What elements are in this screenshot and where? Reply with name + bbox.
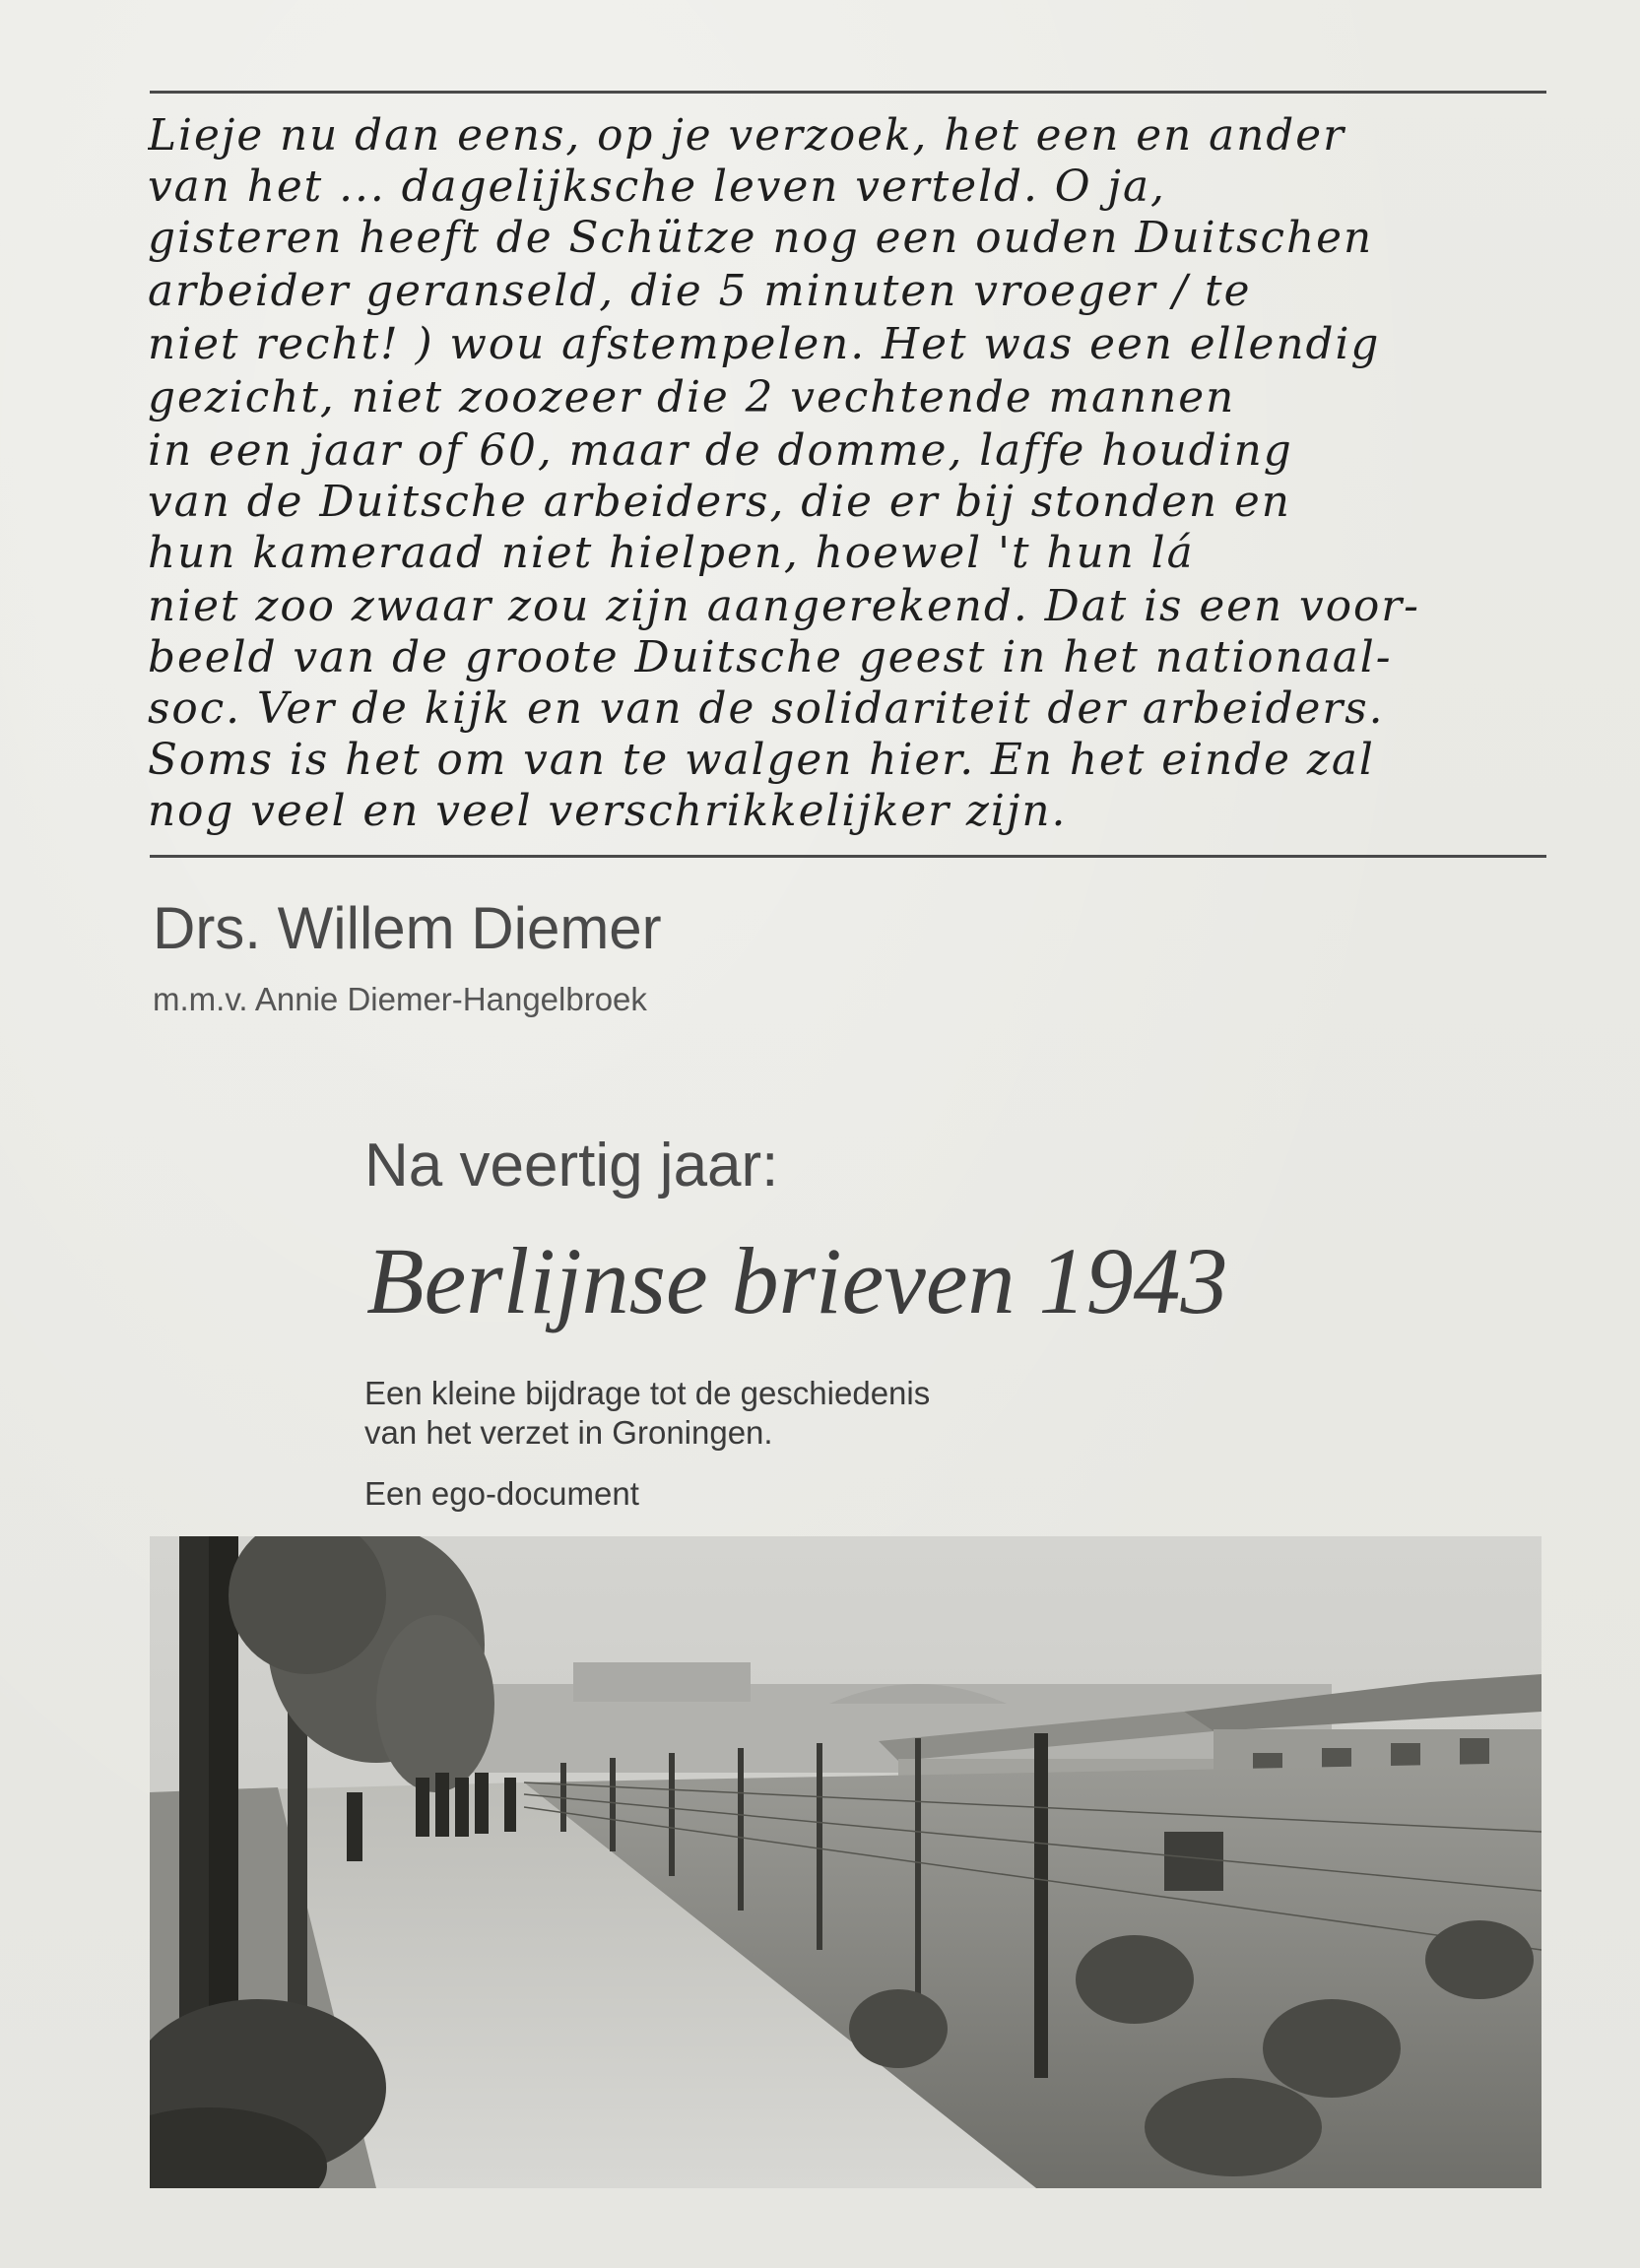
letter-line: beeld van de groote Duitsche geest in het nationaal- <box>148 632 1393 682</box>
coauthor-name: m.m.v. Annie Diemer-Hangelbroek <box>153 981 647 1017</box>
book-title: Berlijnse brieven 1943 <box>366 1228 1228 1333</box>
letter-line: nog veel en veel verschrikkelijker zijn. <box>148 786 1068 836</box>
subtitle-line: Een kleine bijdrage tot de geschiedenis <box>364 1375 931 1411</box>
handwritten-letter <box>148 110 1551 839</box>
subtitle-line: van het verzet in Groningen. <box>364 1414 773 1451</box>
subtitle <box>364 1374 930 1453</box>
letter-line: niet recht! ) wou afstempelen. Het was een ellendig <box>148 319 1381 369</box>
letter-line: soc. Ver de kijk en van de solidariteit der arbeiders. <box>148 683 1385 734</box>
bottom-rule <box>150 855 1546 858</box>
letter-line: Soms is het om van te walgen hier. En het einde zal <box>148 735 1375 785</box>
letter-line: gezicht, niet zoozeer die 2 vechtende mannen <box>148 372 1236 422</box>
author-name: Drs. Willem Diemer <box>153 895 662 961</box>
pretitle: Na veertig jaar: <box>364 1132 779 1199</box>
camp-photo <box>150 1536 1542 2188</box>
letter-line: in een jaar of 60, maar de domme, laffe houding <box>148 425 1293 476</box>
letter-line: hun kameraad niet hielpen, hoewel 't hun lá <box>148 528 1195 578</box>
top-rule <box>150 91 1546 94</box>
letter-line: niet zoo zwaar zou zijn aangerekend. Dat is een voor- <box>148 581 1420 631</box>
letter-line: van het ... dagelijksche leven verteld. O ja, <box>148 162 1166 212</box>
letter-line: van de Duitsche arbeiders, die er bij stonden en <box>148 477 1291 527</box>
letter-line: gisteren heeft de Schütze nog een ouden Duitschen <box>148 213 1374 263</box>
letter-line: Lieje nu dan eens, op je verzoek, het een en ander <box>148 110 1345 161</box>
letter-line: arbeider geranseld, die 5 minuten vroeger / te <box>148 266 1252 316</box>
ego-document-label: Een ego-document <box>364 1475 639 1512</box>
